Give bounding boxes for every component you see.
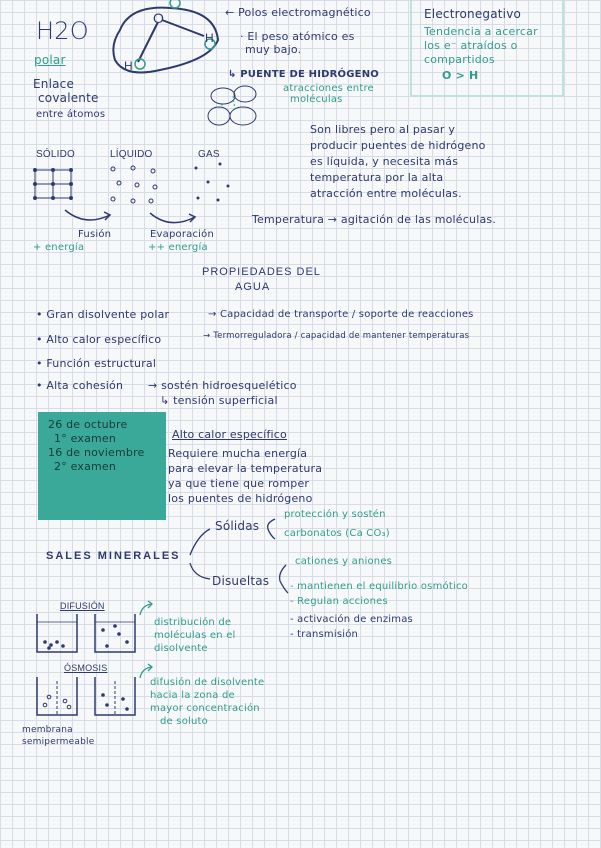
note-puente: ↳ PUENTE DE HIDRÓGENO bbox=[228, 69, 379, 80]
temperature-note: Temperatura → agitación de las moléculas. bbox=[252, 213, 497, 226]
property-2-left: • Alto calor específico bbox=[36, 333, 162, 346]
liquid-molecules-diagram bbox=[105, 163, 165, 208]
solid-lattice-diagram bbox=[30, 165, 80, 205]
sales-solidas: Sólidas bbox=[215, 519, 260, 533]
property-tension: ↳ tensión superficial bbox=[160, 394, 278, 407]
note-polos: ← Polos electromagnético bbox=[225, 6, 371, 19]
liquid-note-4: temperatura por la alta bbox=[310, 171, 444, 184]
sales-disueltas: Disueltas bbox=[212, 574, 270, 588]
page-title: H2O bbox=[36, 17, 89, 45]
electro-title: Electronegativo bbox=[424, 7, 522, 21]
sales-disueltas-1: cationes y aniones bbox=[295, 556, 393, 567]
sticky-line-1: 26 de octubre bbox=[48, 418, 128, 431]
evaporation-arrow bbox=[145, 205, 205, 230]
liquid-note-2: producir puentes de hidrógeno bbox=[310, 139, 486, 152]
sticky-line-2: 1° examen bbox=[54, 432, 117, 445]
note-peso: · El peso atómico es bbox=[240, 30, 355, 43]
property-2-right: → Termorreguladora / capacidad de mantener temperaturas bbox=[203, 331, 470, 341]
liquid-note-3: es líquida, y necesita más bbox=[310, 155, 459, 168]
osmosis-desc-3: mayor concentración bbox=[150, 703, 260, 714]
fusion-label: Fusión bbox=[78, 229, 112, 240]
diffusion-desc-3: disolvente bbox=[154, 643, 208, 654]
diffusion-desc-1: distribución de bbox=[154, 617, 232, 628]
note-enlace: Enlace bbox=[33, 77, 75, 91]
electro-line-3: compartidos bbox=[424, 53, 495, 66]
diffusion-desc-2: moléculas en el bbox=[154, 630, 236, 641]
calor-heading: Alto calor específico bbox=[172, 428, 287, 441]
note-peso-2: muy bajo. bbox=[245, 43, 302, 56]
electro-line-2: los e⁻ atraídos o bbox=[424, 39, 518, 52]
electronegativity-box bbox=[410, 0, 564, 97]
osmosis-desc-2: hacia la zona de bbox=[150, 690, 235, 701]
sales-disueltas-4: - activación de enzimas bbox=[290, 614, 413, 625]
note-enlace-2: covalente bbox=[38, 91, 99, 105]
gas-molecules-diagram bbox=[190, 160, 235, 205]
state-solido: SÓLIDO bbox=[36, 149, 75, 160]
sales-solidas-2: carbonatos (Ca CO₃) bbox=[284, 528, 390, 539]
liquid-note-5: atracción entre moléculas. bbox=[310, 187, 462, 200]
note-enlace-3: entre átomos bbox=[36, 109, 106, 120]
state-gas: GAS bbox=[198, 149, 220, 160]
sticky-line-3: 16 de noviembre bbox=[48, 446, 145, 459]
evaporation-label: Evaporación bbox=[150, 229, 215, 240]
liquid-note-1: Son libres pero al pasar y bbox=[310, 123, 456, 136]
calor-line-4: los puentes de hidrógeno bbox=[168, 492, 313, 505]
property-1-right: → Capacidad de transporte / soporte de reacciones bbox=[208, 309, 474, 320]
sales-solidas-1: protección y sostén bbox=[284, 509, 386, 520]
calor-line-3: ya que tiene que romper bbox=[168, 477, 310, 490]
diffusion-label: DIFUSIÓN bbox=[60, 601, 105, 611]
hydrogen-bond-cluster bbox=[205, 82, 265, 132]
osmosis-desc-4: de soluto bbox=[160, 716, 208, 727]
oxygen-label: O bbox=[153, 10, 165, 26]
calor-line-2: para elevar la temperatura bbox=[168, 462, 323, 475]
sales-disueltas-3: - Regulan acciones bbox=[290, 596, 388, 607]
electro-line-1: Tendencia a acercar bbox=[424, 25, 538, 38]
electro-line-4: O > H bbox=[442, 69, 479, 82]
evaporation-energy: ++ energía bbox=[148, 242, 208, 253]
properties-heading: PROPIEDADES DEL bbox=[202, 266, 321, 278]
fusion-energy: + energía bbox=[33, 242, 85, 253]
membrane-label: membrana bbox=[22, 725, 73, 735]
sticky-line-4: 2° examen bbox=[54, 460, 117, 473]
fusion-arrow bbox=[60, 205, 120, 230]
property-4-left: • Alta cohesión bbox=[36, 379, 124, 392]
exam-dates-sticky-note bbox=[38, 412, 166, 520]
state-liquido: LÍQUIDO bbox=[110, 149, 153, 160]
osmosis-beakers bbox=[35, 675, 145, 720]
diffusion-beakers bbox=[35, 612, 145, 657]
sales-disueltas-2: - mantienen el equilibrio osmótico bbox=[290, 581, 468, 592]
osmosis-label: ÓSMOSIS bbox=[64, 663, 108, 673]
osmosis-desc-1: difusión de disolvente bbox=[150, 677, 265, 688]
calor-line-1: Requiere mucha energía bbox=[168, 447, 308, 460]
hydrogen-label-right: H bbox=[205, 31, 214, 45]
membrane-label-2: semipermeable bbox=[22, 737, 95, 747]
polar-label: polar bbox=[34, 53, 66, 67]
note-puente-2: atracciones entre bbox=[283, 83, 374, 94]
hydrogen-label-left: H bbox=[124, 59, 133, 73]
sales-heading: SALES MINERALES bbox=[46, 550, 181, 562]
properties-heading-2: AGUA bbox=[235, 281, 271, 293]
property-1-left: • Gran disolvente polar bbox=[36, 308, 170, 321]
property-3-left: • Función estructural bbox=[36, 357, 157, 370]
sales-disueltas-5: - transmisión bbox=[290, 629, 359, 640]
note-puente-3: moléculas bbox=[290, 94, 343, 105]
property-4-right: → sostén hidroesquelético bbox=[148, 379, 297, 392]
